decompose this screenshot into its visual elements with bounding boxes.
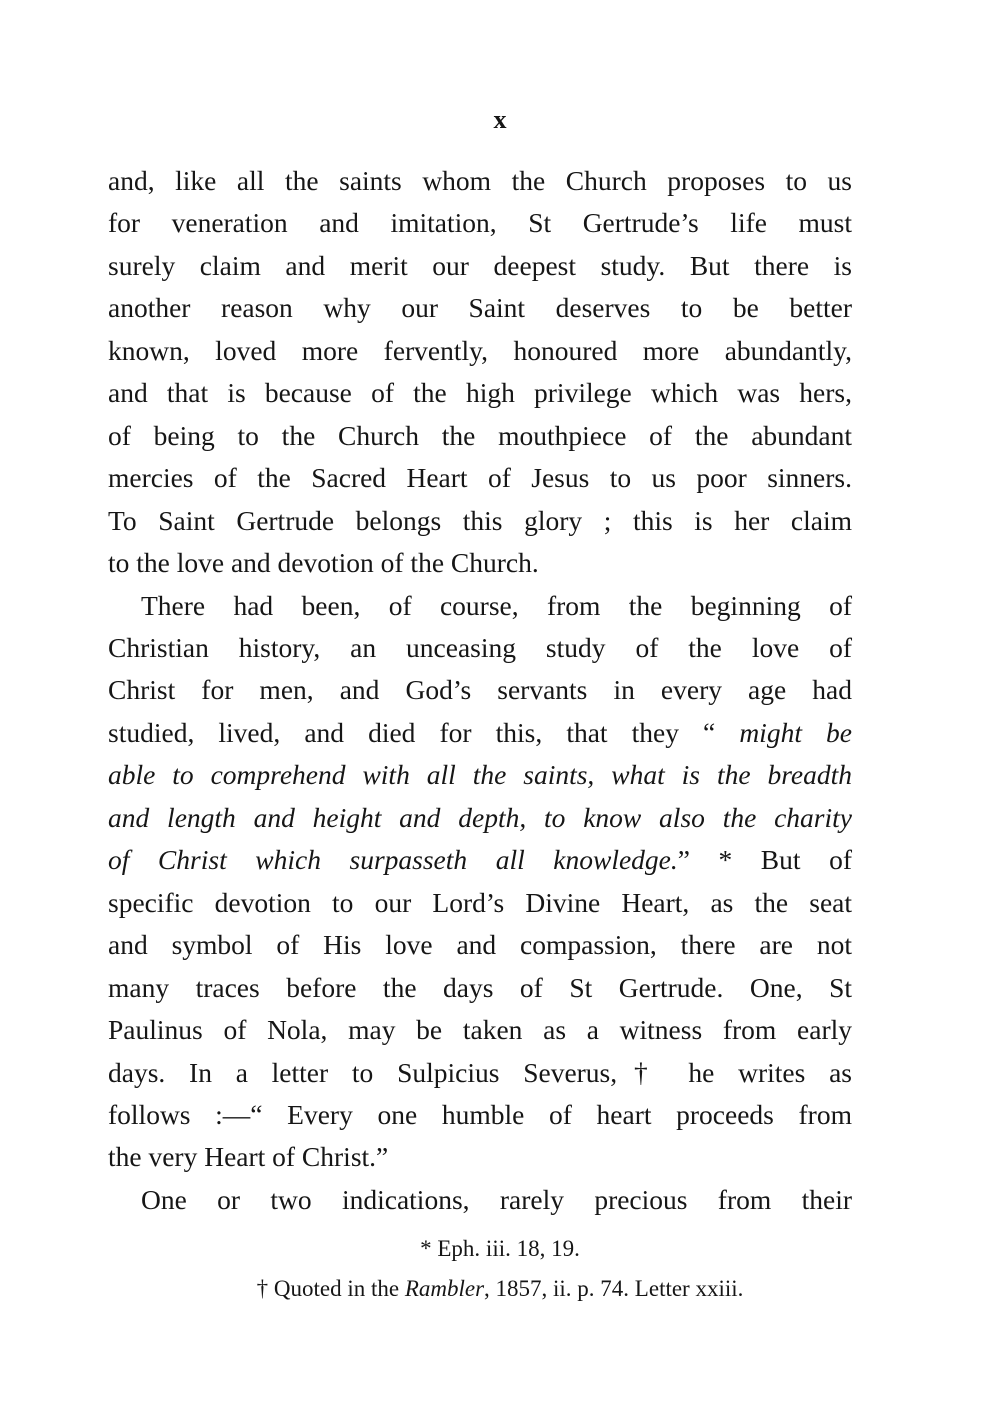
text-segment: specific devotion to our Lord’s Divine Heart, as the seat xyxy=(108,886,852,918)
text-segment: There had been, of course, from the beginning of xyxy=(141,589,852,621)
text-line xyxy=(108,627,852,669)
text-line xyxy=(108,1052,852,1094)
text-line xyxy=(108,1094,852,1136)
text-segment: , 1857, ii. p. 74. Letter xxiii. xyxy=(484,1276,744,1301)
text-segment: Paulinus of Nola, may be taken as a witness from early xyxy=(108,1014,852,1046)
text-segment: of being to the Church the mouthpiece of the abundant xyxy=(108,419,852,451)
text-line xyxy=(108,372,852,414)
footnote-2 xyxy=(0,1276,1000,1302)
text-segment: and length and height and depth, to know also the charity xyxy=(108,801,852,833)
text-segment: † Quoted in the xyxy=(256,1276,405,1301)
text-segment: of Christ which surpasseth all knowledge. xyxy=(108,844,678,876)
text-line xyxy=(108,924,852,966)
text-line xyxy=(108,160,852,202)
text-line xyxy=(108,415,852,457)
text-segment: ” * But of xyxy=(677,844,852,876)
text-segment: and symbol of His love and compassion, there are not xyxy=(108,929,852,961)
text-line xyxy=(108,202,852,244)
body-text xyxy=(108,160,852,1221)
text-segment: and, like all the saints whom the Church proposes to us xyxy=(108,165,852,196)
text-line xyxy=(108,1179,852,1221)
text-line xyxy=(108,542,852,584)
text-segment: many traces before the days of St Gertrude. One, St xyxy=(108,971,852,1003)
text-segment: One or two indications, rarely precious from their xyxy=(141,1183,852,1215)
text-segment: days. In a letter to Sulpicius Severus,† he writes as xyxy=(108,1056,852,1088)
text-segment: follows :—“ Every one humble of heart proceeds from xyxy=(108,1098,852,1130)
text-line xyxy=(108,330,852,372)
text-segment: and that is because of the high privilege which was hers, xyxy=(108,377,852,409)
text-segment: mercies of the Sacred Heart of Jesus to us poor sinners. xyxy=(108,462,852,494)
text-segment: studied, lived, and died for this, that they “ xyxy=(108,716,740,748)
text-segment: Christian history, an unceasing study of the love of xyxy=(108,631,852,663)
text-segment: Rambler xyxy=(404,1276,485,1301)
text-segment: another reason why our Saint deserves to be better xyxy=(108,292,852,324)
text-line xyxy=(108,754,852,796)
text-segment: for veneration and imitation, St Gertrude’s life must xyxy=(108,207,852,239)
text-segment: able to comprehend with all the saints, what is the breadth xyxy=(108,759,852,791)
text-segment: might be xyxy=(739,716,852,748)
text-line xyxy=(108,245,852,287)
text-line xyxy=(108,500,852,542)
text-segment: known, loved more fervently, honoured more abundantly, xyxy=(108,334,852,366)
text-line xyxy=(108,585,852,627)
text-segment: To Saint Gertrude belongs this glory ; this is her claim xyxy=(108,504,852,536)
text-line xyxy=(108,839,852,881)
text-line xyxy=(108,967,852,1009)
text-segment: * Eph. iii. 18, 19. xyxy=(420,1236,580,1261)
text-segment: Christ for men, and God’s servants in every age had xyxy=(108,674,852,706)
text-segment: surely claim and merit our deepest study. But there is xyxy=(108,249,852,281)
text-line xyxy=(108,882,852,924)
text-line xyxy=(108,1136,852,1178)
text-segment: the very Heart of Christ.” xyxy=(108,1141,389,1173)
footnote-1 xyxy=(0,1236,1000,1262)
text-line xyxy=(108,669,852,711)
text-line xyxy=(108,712,852,754)
text-line xyxy=(108,457,852,499)
page-number: x xyxy=(493,105,507,134)
text-segment: to the love and devotion of the Church. xyxy=(108,547,539,579)
text-line xyxy=(108,797,852,839)
text-line xyxy=(108,1009,852,1051)
text-line xyxy=(108,287,852,329)
